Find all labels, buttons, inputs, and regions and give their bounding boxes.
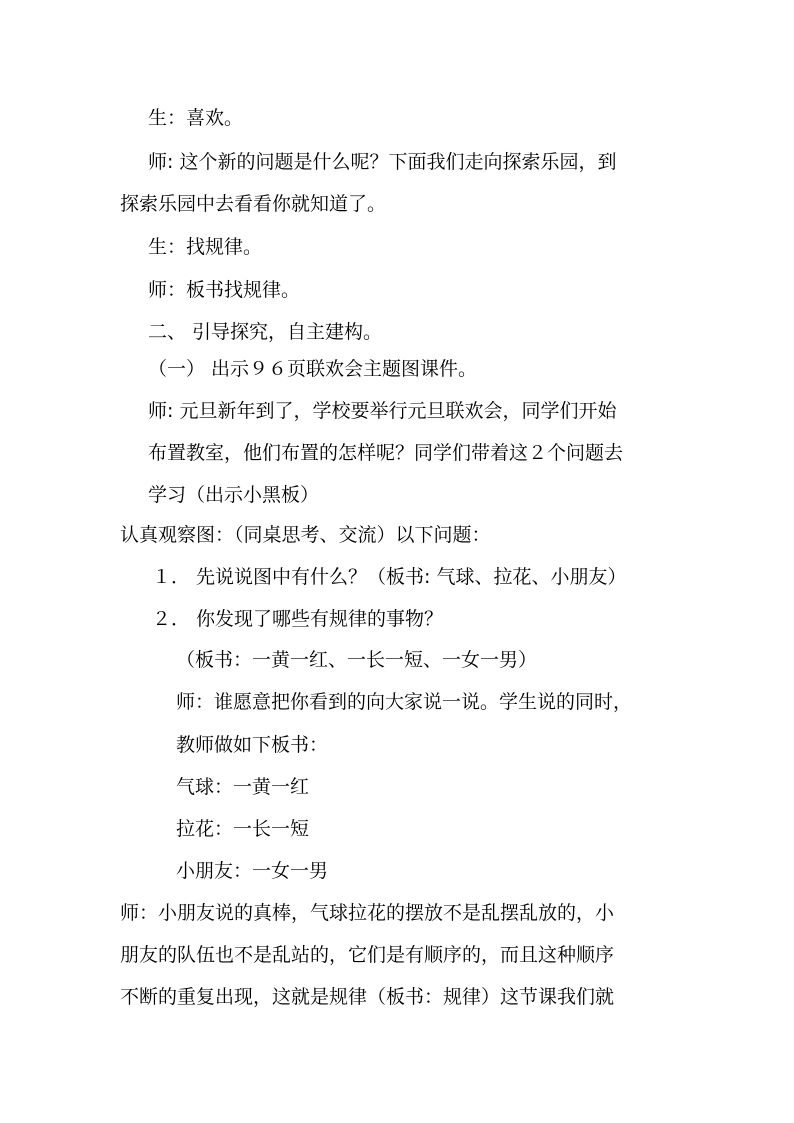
text-line-1: 生：喜欢。 (148, 107, 244, 129)
text-line-2: 师: 这个新的问题是什么呢？下面我们走向探索乐园，到 (148, 151, 617, 173)
text-line-3: 探索乐园中去看看你就知道了。 (120, 193, 387, 215)
text-line-16: 教师做如下板书： (176, 734, 329, 756)
text-line-5: 师：板书找规律。 (148, 279, 301, 301)
subsection-heading-1: （一） 出示９６页联欢会主题图课件。 (148, 358, 478, 380)
text-line-11: 认真观察图：（同桌思考、交流）以下问题： (120, 524, 491, 546)
text-line-9: 布置教室，他们布置的怎样呢？同学们带着这２个问题去 (148, 442, 624, 464)
text-line-10: 学习（出示小黑板） (148, 484, 320, 506)
list-item-2: ２． 你发现了哪些有规律的事物？ (152, 608, 444, 630)
text-line-14: （板书：一黄一红、一长一短、一女一男） (176, 649, 538, 671)
text-line-8: 师: 元旦新年到了，学校要举行元旦联欢会，同学们开始 (148, 400, 617, 422)
text-line-18: 拉花：一长一短 (176, 818, 310, 840)
list-item-1: １． 先说说图中有什么？（板书: 气球、拉花、小朋友） (152, 566, 627, 588)
section-heading-2: 二、 引导探究，自主建构。 (148, 321, 383, 343)
text-line-19: 小朋友：一女一男 (176, 860, 329, 882)
text-line-22: 不断的重复出现，这就是规律（板书：规律）这节课我们就 (120, 986, 615, 1008)
text-line-17: 气球：一黄一红 (176, 776, 310, 798)
text-line-20: 师：小朋友说的真棒，气球拉花的摆放不是乱摆乱放的，小 (120, 902, 615, 924)
text-line-4: 生：找规律。 (148, 236, 263, 258)
text-line-21: 朋友的队伍也不是乱站的，它们是有顺序的，而且这种顺序 (120, 944, 615, 966)
text-line-15: 师：谁愿意把你看到的向大家说一说。学生说的同时， (176, 691, 633, 713)
